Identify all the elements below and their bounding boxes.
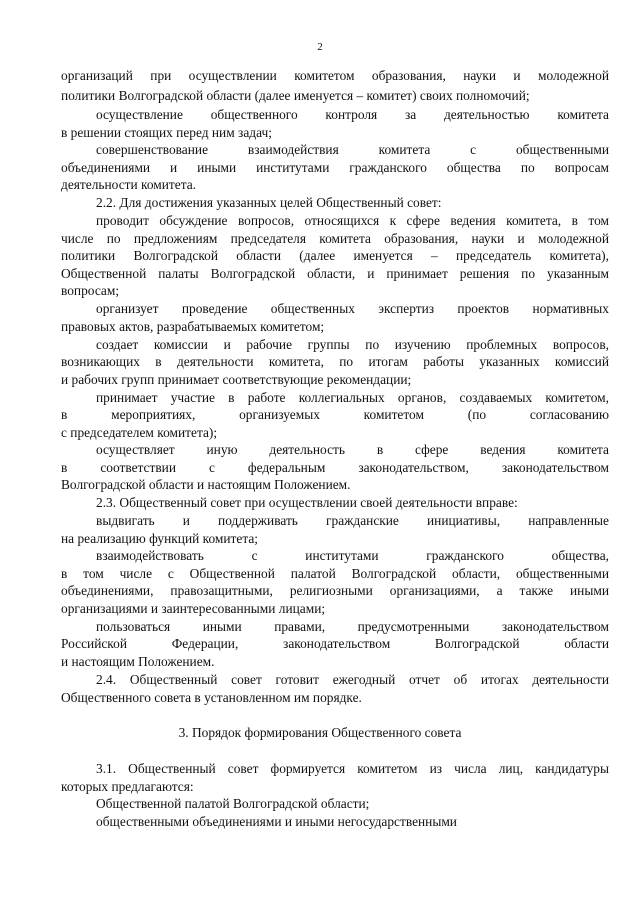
- text-line: и рабочих групп принимает соответствующие рекомендации;: [61, 372, 412, 387]
- text-line: общественными объединениями и иными негосударственными: [96, 814, 457, 829]
- text-line: пользоваться иными правами, предусмотренными законодательством: [96, 619, 609, 634]
- text-line: с председателем комитета);: [61, 425, 218, 440]
- text-line: политики Волгоградской области (далее именуется – председатель комитета),: [61, 248, 609, 263]
- text-line: 2.4. Общественный совет готовит ежегодный отчет об итогах деятельности: [96, 672, 609, 687]
- text-line: организациями и заинтересованными лицами;: [61, 601, 326, 616]
- text-line: Волгоградской области и настоящим Положением.: [61, 477, 351, 492]
- text-line: в соответствии с федеральным законодательством, законодательством: [61, 460, 609, 475]
- text-line: Общественного совета в установленном им порядке.: [61, 690, 362, 705]
- text-line: политики Волгоградской области (далее именуется – комитет) своих полномочий;: [61, 88, 530, 103]
- text-line: в мероприятиях, организуемых комитетом (по согласованию: [61, 407, 609, 422]
- text-line: принимает участие в работе коллегиальных органов, создаваемых комитетом,: [96, 390, 609, 405]
- text-line: 2.3. Общественный совет при осуществлении своей деятельности вправе:: [96, 495, 518, 510]
- section-heading: 3. Порядок формирования Общественного совета: [178, 725, 462, 740]
- text-line: 3.1. Общественный совет формируется комитетом из числа лиц, кандидатуры: [96, 761, 609, 776]
- text-line: и настоящим Положением.: [61, 654, 215, 669]
- text-line: на реализацию функций комитета;: [61, 531, 259, 546]
- text-line: которых предлагаются:: [61, 779, 194, 794]
- text-line: объединениями, правозащитными, религиозными организациями, а также иными: [61, 583, 609, 598]
- text-line: Общественной палаты Волгоградской области, и принимает решения по указанным: [61, 266, 609, 281]
- page-number: 2: [317, 41, 323, 53]
- text-line: в том числе с Общественной палатой Волгоградской области, общественными: [61, 566, 609, 581]
- text-line: организаций при осуществлении комитетом образования, науки и молодежной: [61, 68, 609, 83]
- text-line: возникающих в деятельности комитета, по итогам работы указанных комиссий: [61, 354, 609, 369]
- text-line: правовых актов, разрабатываемых комитетом;: [61, 319, 325, 334]
- text-line: взаимодействовать с институтами гражданского общества,: [96, 548, 609, 563]
- text-line: объединениями и иными институтами гражданского общества по вопросам: [61, 160, 609, 175]
- text-line: совершенствование взаимодействия комитета с общественными: [96, 142, 609, 157]
- text-line: Общественной палатой Волгоградской области;: [96, 796, 370, 811]
- text-line: числе по предложениям председателя комитета образования, науки и молодежной: [61, 231, 609, 246]
- text-line: 2.2. Для достижения указанных целей Общественный совет:: [96, 195, 442, 210]
- text-line: в решении стоящих перед ним задач;: [61, 125, 272, 140]
- text-line: деятельности комитета.: [61, 177, 197, 192]
- text-line: осуществляет иную деятельность в сфере ведения комитета: [96, 442, 609, 457]
- text-line: осуществление общественного контроля за деятельностью комитета: [96, 107, 609, 122]
- text-line: организует проведение общественных экспертиз проектов нормативных: [96, 301, 609, 316]
- text-line: проводит обсуждение вопросов, относящихся к сфере ведения комитета, в том: [96, 213, 609, 228]
- text-line: создает комиссии и рабочие группы по изучению проблемных вопросов,: [96, 337, 609, 352]
- text-line: выдвигать и поддерживать гражданские инициативы, направленные: [96, 513, 609, 528]
- text-line: Российской Федерации, законодательством Волгоградской области: [61, 636, 609, 651]
- text-line: вопросам;: [61, 283, 120, 298]
